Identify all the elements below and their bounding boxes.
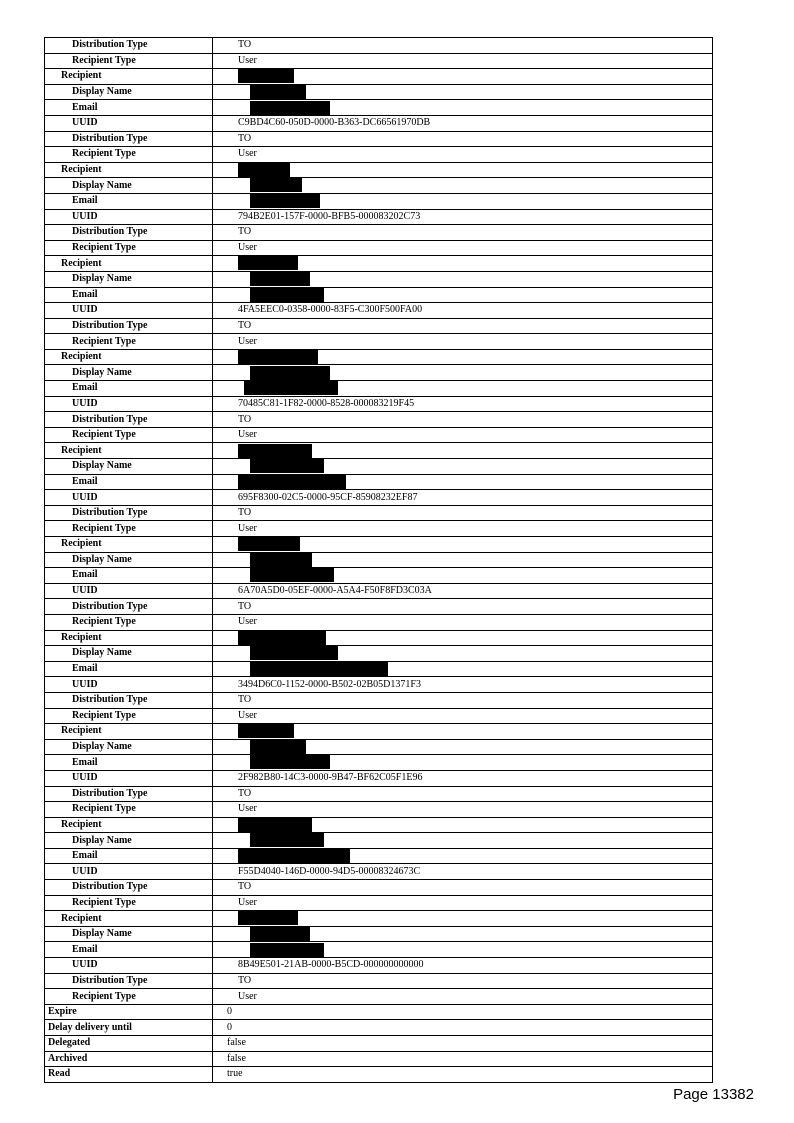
table-row xyxy=(45,396,713,412)
email-value xyxy=(213,942,713,958)
table-row xyxy=(45,193,713,209)
recipient-type-label: Recipient Type xyxy=(45,147,213,163)
table-row xyxy=(45,521,713,537)
table-row xyxy=(45,100,713,116)
uuid-text: 6A70A5D0-05EF-0000-A5A4-F50F8FD3C03A xyxy=(238,585,432,597)
table-row xyxy=(45,770,713,786)
table-row xyxy=(45,365,713,381)
recipient-type-label: Recipient Type xyxy=(45,708,213,724)
email-value xyxy=(213,568,713,584)
table-row xyxy=(45,755,713,771)
uuid-text: 2F982B80-14C3-0000-9B47-BF62C05F1E96 xyxy=(238,772,423,784)
display-name-label: Display Name xyxy=(45,833,213,849)
distribution-type-text: TO xyxy=(238,694,252,706)
recipient-type-label: Recipient Type xyxy=(45,53,213,69)
email-label: Email xyxy=(45,474,213,490)
recipient-value xyxy=(213,162,713,178)
table-row xyxy=(45,303,713,319)
redaction-block xyxy=(250,755,330,769)
table-row xyxy=(45,1051,713,1067)
uuid-value xyxy=(213,209,713,225)
table-row xyxy=(45,1004,713,1020)
table-row xyxy=(45,349,713,365)
table-row xyxy=(45,147,713,163)
redaction-block xyxy=(244,381,338,395)
uuid-text: 3494D6C0-1152-0000-B502-02B05D1371F3 xyxy=(238,678,421,690)
display-name-value xyxy=(213,459,713,475)
delay-delivery-until-value xyxy=(213,1020,713,1036)
recipient-value xyxy=(213,724,713,740)
uuid-text: 695F8300-02C5-0000-95CF-85908232EF87 xyxy=(238,491,418,503)
delegated-value xyxy=(213,1036,713,1052)
display-name-value xyxy=(213,646,713,662)
distribution-type-label: Distribution Type xyxy=(45,973,213,989)
redaction-block xyxy=(250,178,302,192)
recipient-value xyxy=(213,443,713,459)
recipient-type-label: Recipient Type xyxy=(45,334,213,350)
distribution-type-label: Distribution Type xyxy=(45,786,213,802)
distribution-type-text: TO xyxy=(238,787,252,799)
recipient-type-label: Recipient Type xyxy=(45,427,213,443)
distribution-type-label: Distribution Type xyxy=(45,505,213,521)
uuid-text: F55D4040-146D-0000-94D5-00008324673C xyxy=(238,865,421,877)
display-name-label: Display Name xyxy=(45,646,213,662)
email-value xyxy=(213,848,713,864)
recipient-type-value xyxy=(213,802,713,818)
recipient-label: Recipient xyxy=(45,630,213,646)
recipient-value xyxy=(213,349,713,365)
distribution-type-label: Distribution Type xyxy=(45,318,213,334)
properties-table xyxy=(44,37,713,1083)
recipient-type-label: Recipient Type xyxy=(45,521,213,537)
recipient-type-value xyxy=(213,240,713,256)
recipient-value xyxy=(213,911,713,927)
table-row xyxy=(45,459,713,475)
redaction-block xyxy=(238,475,346,489)
display-name-label: Display Name xyxy=(45,271,213,287)
table-row xyxy=(45,381,713,397)
table-row xyxy=(45,708,713,724)
recipient-label: Recipient xyxy=(45,817,213,833)
archived-value xyxy=(213,1051,713,1067)
redaction-block xyxy=(250,568,334,582)
display-name-label: Display Name xyxy=(45,739,213,755)
redaction-block xyxy=(238,163,290,177)
archived-text: false xyxy=(227,1052,246,1064)
delegated-label: Delegated xyxy=(45,1036,213,1052)
distribution-type-label: Distribution Type xyxy=(45,131,213,147)
recipient-type-label: Recipient Type xyxy=(45,895,213,911)
table-row xyxy=(45,568,713,584)
table-row xyxy=(45,802,713,818)
table-row xyxy=(45,209,713,225)
table-row xyxy=(45,537,713,553)
archived-label: Archived xyxy=(45,1051,213,1067)
table-row xyxy=(45,443,713,459)
email-label: Email xyxy=(45,661,213,677)
recipient-label: Recipient xyxy=(45,349,213,365)
redaction-block xyxy=(250,927,310,941)
distribution-type-label: Distribution Type xyxy=(45,225,213,241)
redaction-block xyxy=(250,943,324,957)
uuid-label: UUID xyxy=(45,770,213,786)
redaction-block xyxy=(238,444,312,458)
redaction-block xyxy=(250,85,306,99)
table-row xyxy=(45,271,713,287)
email-value xyxy=(213,193,713,209)
recipient-type-label: Recipient Type xyxy=(45,989,213,1005)
recipient-value xyxy=(213,817,713,833)
uuid-value xyxy=(213,303,713,319)
distribution-type-text: TO xyxy=(238,881,252,893)
expire-label: Expire xyxy=(45,1004,213,1020)
table-row xyxy=(45,989,713,1005)
expire-text: 0 xyxy=(227,1006,232,1018)
table-row xyxy=(45,833,713,849)
distribution-type-value xyxy=(213,505,713,521)
recipient-type-value xyxy=(213,53,713,69)
document-sheet xyxy=(44,37,712,1083)
table-row xyxy=(45,599,713,615)
uuid-value xyxy=(213,115,713,131)
email-label: Email xyxy=(45,193,213,209)
table-row xyxy=(45,864,713,880)
recipient-label: Recipient xyxy=(45,162,213,178)
display-name-value xyxy=(213,552,713,568)
recipient-type-label: Recipient Type xyxy=(45,802,213,818)
table-row xyxy=(45,724,713,740)
recipient-label: Recipient xyxy=(45,69,213,85)
redaction-block xyxy=(238,818,312,832)
recipient-type-value xyxy=(213,521,713,537)
distribution-type-value xyxy=(213,318,713,334)
display-name-label: Display Name xyxy=(45,365,213,381)
display-name-value xyxy=(213,271,713,287)
distribution-type-text: TO xyxy=(238,600,252,612)
redaction-block xyxy=(238,724,294,738)
recipient-label: Recipient xyxy=(45,443,213,459)
recipient-label: Recipient xyxy=(45,724,213,740)
recipient-type-label: Recipient Type xyxy=(45,240,213,256)
table-row xyxy=(45,817,713,833)
uuid-text: 70485C81-1F82-0000-8528-000083219F45 xyxy=(238,397,415,409)
distribution-type-label: Distribution Type xyxy=(45,692,213,708)
uuid-value xyxy=(213,490,713,506)
recipient-type-value xyxy=(213,895,713,911)
email-label: Email xyxy=(45,568,213,584)
display-name-label: Display Name xyxy=(45,84,213,100)
table-row xyxy=(45,614,713,630)
redaction-block xyxy=(250,646,338,660)
redaction-block xyxy=(250,662,388,676)
delay-delivery-until-label: Delay delivery until xyxy=(45,1020,213,1036)
distribution-type-text: TO xyxy=(238,226,252,238)
table-row xyxy=(45,318,713,334)
table-row xyxy=(45,911,713,927)
recipient-type-text: User xyxy=(238,429,257,441)
table-row xyxy=(45,240,713,256)
table-row xyxy=(45,505,713,521)
distribution-type-text: TO xyxy=(238,132,252,144)
distribution-type-text: TO xyxy=(238,974,252,986)
table-row xyxy=(45,739,713,755)
email-label: Email xyxy=(45,848,213,864)
table-row xyxy=(45,552,713,568)
recipient-type-text: User xyxy=(238,616,257,628)
table-row xyxy=(45,178,713,194)
distribution-type-value xyxy=(213,225,713,241)
table-row xyxy=(45,474,713,490)
table-row xyxy=(45,1036,713,1052)
email-label: Email xyxy=(45,755,213,771)
read-text: true xyxy=(227,1068,243,1080)
display-name-value xyxy=(213,926,713,942)
table-row xyxy=(45,256,713,272)
expire-value xyxy=(213,1004,713,1020)
table-row xyxy=(45,287,713,303)
distribution-type-text: TO xyxy=(238,319,252,331)
distribution-type-value xyxy=(213,412,713,428)
uuid-label: UUID xyxy=(45,303,213,319)
recipient-type-text: User xyxy=(238,803,257,815)
recipient-value xyxy=(213,630,713,646)
distribution-type-label: Distribution Type xyxy=(45,880,213,896)
display-name-label: Display Name xyxy=(45,459,213,475)
distribution-type-value xyxy=(213,38,713,54)
recipient-type-text: User xyxy=(238,148,257,160)
recipient-type-label: Recipient Type xyxy=(45,614,213,630)
recipient-value xyxy=(213,256,713,272)
email-label: Email xyxy=(45,381,213,397)
uuid-label: UUID xyxy=(45,490,213,506)
redaction-block xyxy=(238,256,298,270)
redaction-block xyxy=(250,194,320,208)
distribution-type-text: TO xyxy=(238,507,252,519)
recipient-type-text: User xyxy=(238,896,257,908)
display-name-label: Display Name xyxy=(45,178,213,194)
redaction-block xyxy=(250,288,324,302)
read-value xyxy=(213,1067,713,1083)
uuid-label: UUID xyxy=(45,583,213,599)
distribution-type-value xyxy=(213,973,713,989)
uuid-value xyxy=(213,770,713,786)
uuid-value xyxy=(213,864,713,880)
distribution-type-value xyxy=(213,599,713,615)
table-row xyxy=(45,427,713,443)
uuid-label: UUID xyxy=(45,115,213,131)
display-name-label: Display Name xyxy=(45,552,213,568)
table-row xyxy=(45,69,713,85)
email-value xyxy=(213,474,713,490)
table-row xyxy=(45,115,713,131)
recipient-type-value xyxy=(213,708,713,724)
page-number: Page 13382 xyxy=(673,1086,754,1103)
distribution-type-value xyxy=(213,786,713,802)
table-row xyxy=(45,661,713,677)
display-name-value xyxy=(213,365,713,381)
redaction-block xyxy=(238,631,326,645)
recipient-value xyxy=(213,69,713,85)
table-row xyxy=(45,630,713,646)
recipient-type-text: User xyxy=(238,54,257,66)
delegated-text: false xyxy=(227,1037,246,1049)
table-row xyxy=(45,786,713,802)
table-row xyxy=(45,84,713,100)
distribution-type-value xyxy=(213,880,713,896)
recipient-label: Recipient xyxy=(45,256,213,272)
uuid-text: 4FA5EEC0-0358-0000-83F5-C300F500FA00 xyxy=(238,304,423,316)
redaction-block xyxy=(250,553,312,567)
read-label: Read xyxy=(45,1067,213,1083)
distribution-type-label: Distribution Type xyxy=(45,38,213,54)
uuid-label: UUID xyxy=(45,864,213,880)
table-row xyxy=(45,583,713,599)
redaction-block xyxy=(250,366,330,380)
recipient-type-text: User xyxy=(238,522,257,534)
uuid-value xyxy=(213,583,713,599)
redaction-block xyxy=(238,350,318,364)
recipient-type-value xyxy=(213,147,713,163)
table-row xyxy=(45,162,713,178)
recipient-value xyxy=(213,537,713,553)
table-row xyxy=(45,1020,713,1036)
display-name-value xyxy=(213,84,713,100)
recipient-type-value xyxy=(213,614,713,630)
table-row xyxy=(45,490,713,506)
email-value xyxy=(213,381,713,397)
recipient-type-text: User xyxy=(238,990,257,1002)
table-row xyxy=(45,958,713,974)
delay-delivery-until-text: 0 xyxy=(227,1021,232,1033)
uuid-label: UUID xyxy=(45,677,213,693)
redaction-block xyxy=(250,833,324,847)
table-row xyxy=(45,1067,713,1083)
display-name-value xyxy=(213,178,713,194)
properties-table-body xyxy=(45,38,713,1083)
uuid-value xyxy=(213,958,713,974)
uuid-value xyxy=(213,677,713,693)
uuid-label: UUID xyxy=(45,209,213,225)
uuid-label: UUID xyxy=(45,396,213,412)
redaction-block xyxy=(250,272,310,286)
display-name-label: Display Name xyxy=(45,926,213,942)
table-row xyxy=(45,848,713,864)
distribution-type-text: TO xyxy=(238,39,252,51)
recipient-type-text: User xyxy=(238,335,257,347)
redaction-block xyxy=(250,740,306,754)
table-row xyxy=(45,131,713,147)
table-row xyxy=(45,225,713,241)
recipient-type-value xyxy=(213,989,713,1005)
table-row xyxy=(45,692,713,708)
display-name-value xyxy=(213,833,713,849)
redaction-block xyxy=(250,459,324,473)
recipient-type-text: User xyxy=(238,242,257,254)
table-row xyxy=(45,646,713,662)
uuid-text: 8B49E501-21AB-0000-B5CD-000000000000 xyxy=(238,959,424,971)
redaction-block xyxy=(238,537,300,551)
table-row xyxy=(45,926,713,942)
redaction-block xyxy=(238,849,350,863)
recipient-label: Recipient xyxy=(45,911,213,927)
recipient-type-value xyxy=(213,427,713,443)
table-row xyxy=(45,53,713,69)
table-row xyxy=(45,412,713,428)
table-row xyxy=(45,880,713,896)
table-row xyxy=(45,895,713,911)
email-value xyxy=(213,100,713,116)
display-name-value xyxy=(213,739,713,755)
table-row xyxy=(45,942,713,958)
distribution-type-label: Distribution Type xyxy=(45,412,213,428)
distribution-type-text: TO xyxy=(238,413,252,425)
email-value xyxy=(213,755,713,771)
redaction-block xyxy=(238,69,294,83)
table-row xyxy=(45,334,713,350)
uuid-text: 794B2E01-157F-0000-BFB5-000083202C73 xyxy=(238,210,421,222)
recipient-label: Recipient xyxy=(45,537,213,553)
table-row xyxy=(45,973,713,989)
redaction-block xyxy=(250,101,330,115)
distribution-type-label: Distribution Type xyxy=(45,599,213,615)
uuid-text: C9BD4C60-050D-0000-B363-DC66561970DB xyxy=(238,117,431,129)
table-row xyxy=(45,38,713,54)
recipient-type-value xyxy=(213,334,713,350)
email-value xyxy=(213,287,713,303)
table-row xyxy=(45,677,713,693)
email-label: Email xyxy=(45,942,213,958)
distribution-type-value xyxy=(213,131,713,147)
email-label: Email xyxy=(45,100,213,116)
email-value xyxy=(213,661,713,677)
recipient-type-text: User xyxy=(238,709,257,721)
redaction-block xyxy=(238,911,298,925)
uuid-label: UUID xyxy=(45,958,213,974)
distribution-type-value xyxy=(213,692,713,708)
email-label: Email xyxy=(45,287,213,303)
uuid-value xyxy=(213,396,713,412)
